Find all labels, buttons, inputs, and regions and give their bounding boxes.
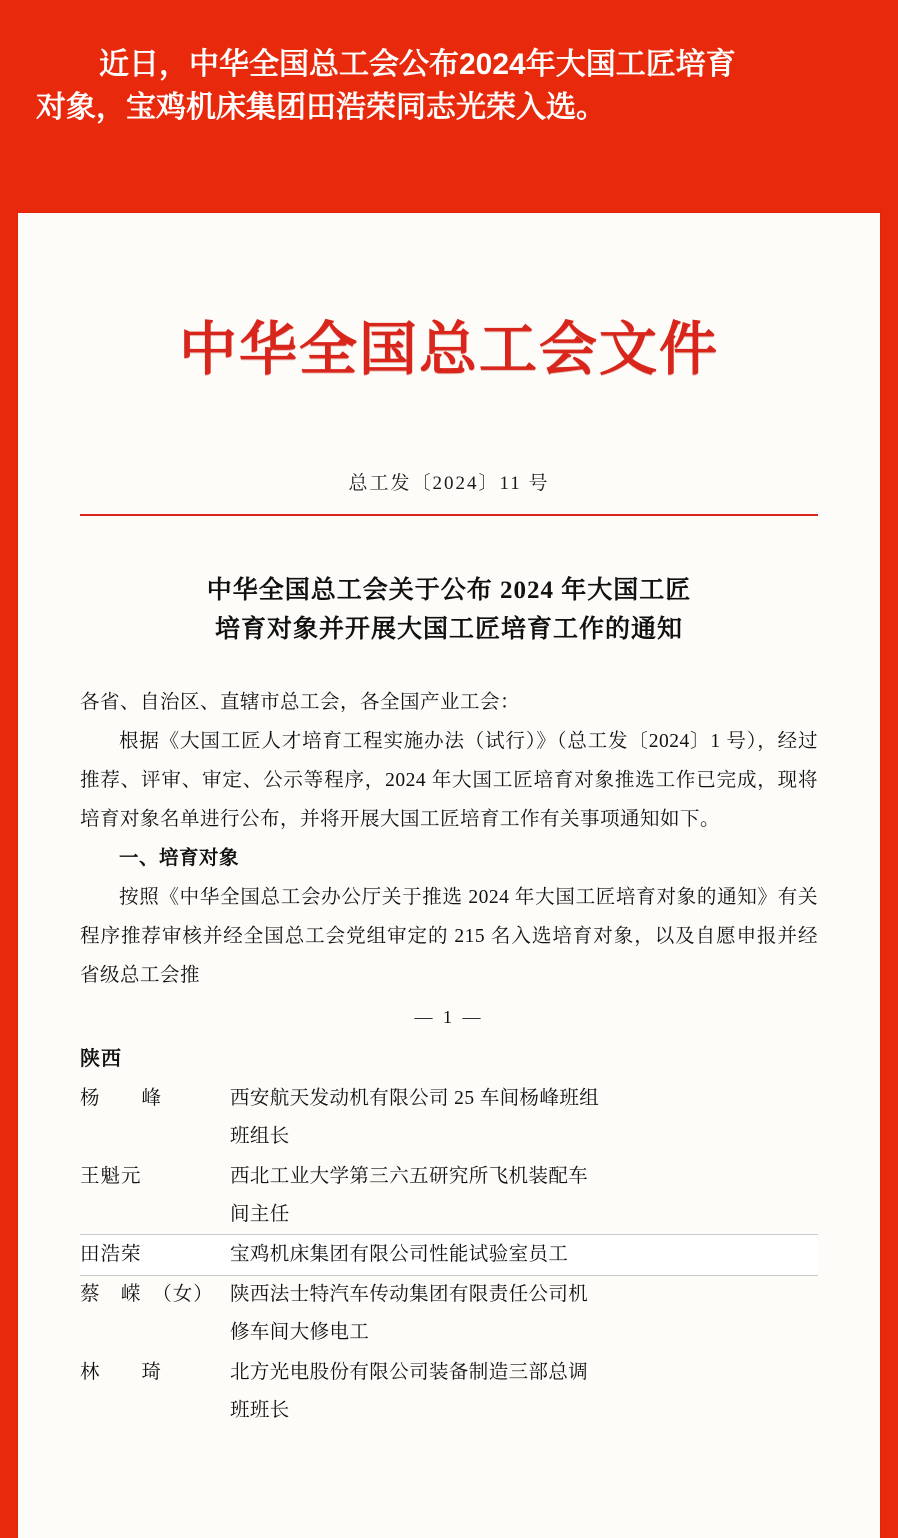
entry-description-line-2: 班组长 [230,1126,290,1148]
document-content [18,213,880,1431]
entry-description [230,1276,818,1352]
document-body [80,683,818,995]
list-item-highlighted [80,1235,818,1275]
page-number: — 1 — [414,1007,484,1028]
list-item [80,1079,818,1157]
entry-description-line-1: 陕西法士特汽车传动集团有限责任公司机 [230,1284,589,1306]
entry-description-line-2: 间主任 [230,1204,290,1226]
document-masthead: 中华全国总工会文件 [178,317,719,382]
entry-name: 林 琦 [80,1362,163,1384]
section-heading-1: 一、培育对象 [119,848,240,870]
entry-description [230,1354,818,1430]
document-title [80,572,818,650]
paragraph-2: 按照《中华全国总工会办公厅关于推选 2024 年大国工匠培育对象的通知》有关程序推荐审核并经全国总工会党组审定的 215 名入选培育对象，以及自愿申报并经省级总工会推 [80,887,818,987]
entry-description [230,1236,818,1274]
entry-description-line-1: 北方光电股份有限公司装备制造三部总调 [230,1362,589,1384]
province-heading: 陕西 [80,1048,122,1071]
entry-name: 杨 峰 [80,1088,163,1110]
list-item [80,1353,818,1431]
entry-description-line-1: 西北工业大学第三六五研究所飞机装配车 [230,1166,589,1188]
document-sheet [18,213,880,1538]
entry-description [230,1080,818,1156]
list-item [80,1157,818,1235]
entry-name: 田浩荣 [80,1244,142,1266]
list-item [80,1275,818,1353]
document-title-line-1: 中华全国总工会关于公布 2024 年大国工匠 [206,576,692,604]
headline-banner [0,0,898,159]
entry-description-line-2: 班班长 [230,1400,290,1422]
document-title-line-2: 培育对象并开展大国工匠培育工作的通知 [214,615,683,643]
headline-line-1: 近日，中华全国总工会公布2024年大国工匠培育 [99,48,736,81]
entry-name: 王魁元 [80,1166,142,1188]
paragraph-1: 根据《大国工匠人才培育工程实施办法（试行）》（总工发〔2024〕1 号），经过推荐、评审、审定、公示等程序，2024 年大国工匠培育对象推选工作已完成，现将培育对象名单进行公布，并将开展大国工匠培育工作有关事项通知如下。 [80,731,818,831]
headline-line-2: 对象，宝鸡机床集团田浩荣同志光荣入选。 [36,90,606,124]
entry-description [230,1158,818,1234]
entry-name: 蔡 嵘 （女） [80,1284,214,1306]
name-list [80,1079,818,1431]
entry-description-line-2: 修车间大修电工 [230,1322,370,1344]
red-divider-rule [80,514,818,516]
entry-description-line-1: 西安航天发动机有限公司 25 车间杨峰班组 [230,1088,600,1110]
salutation: 各省、自治区、直辖市总工会，各全国产业工会： [80,692,521,714]
document-number: 总工发〔2024〕11 号 [348,472,550,494]
entry-description-line-1: 宝鸡机床集团有限公司性能试验室员工 [230,1244,569,1266]
